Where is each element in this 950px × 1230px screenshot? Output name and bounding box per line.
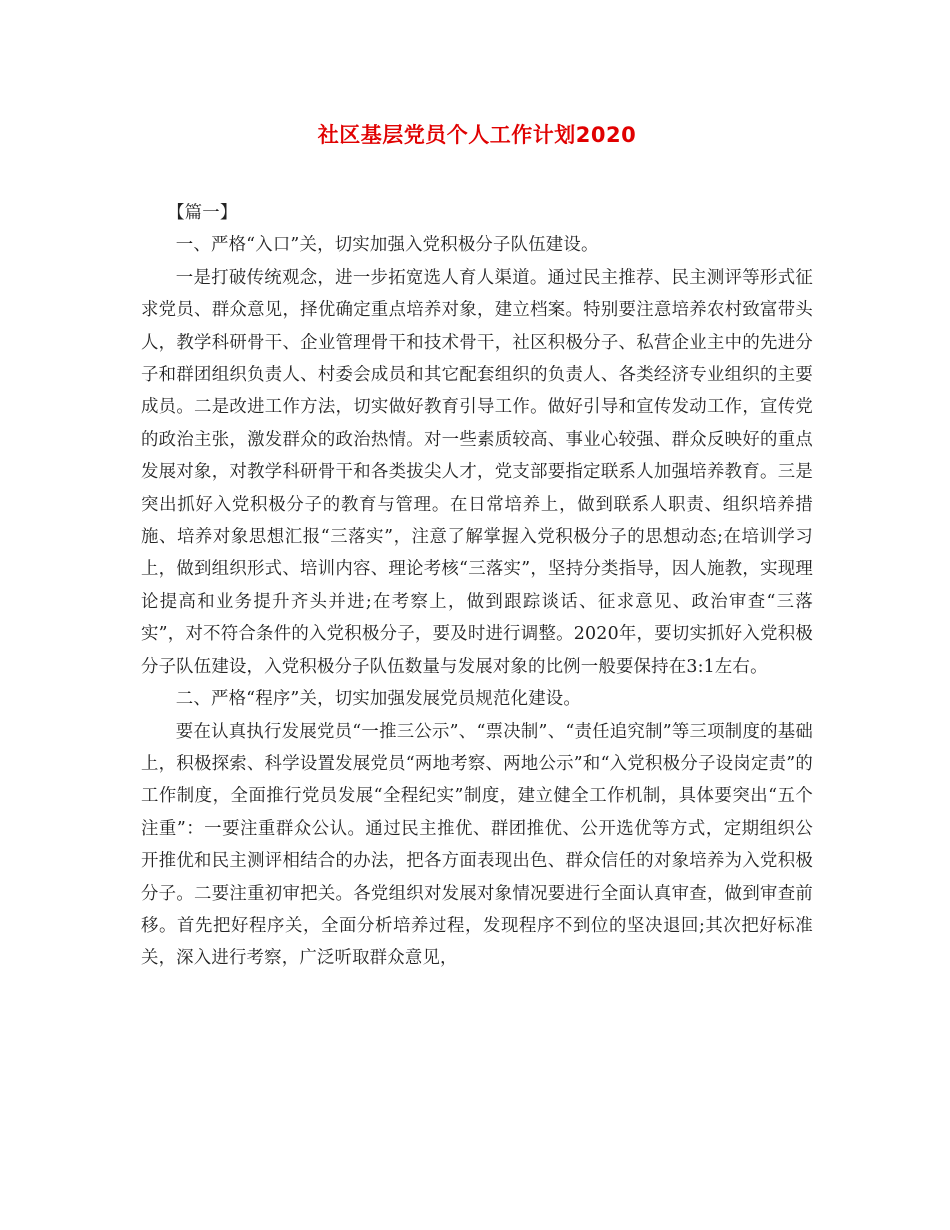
heading-2: 二、严格“程序”关，切实加强发展党员规范化建设。 (175, 689, 581, 710)
section-label: 【篇一】 (167, 203, 238, 223)
document-body (141, 197, 813, 975)
heading-1: 一、严格“入口”关，切实加强入党积极分子队伍建设。 (175, 235, 599, 256)
document-title: 社区基层党员个人工作计划2020 (317, 123, 637, 147)
paragraph-2: 要在认真执行发展党员“一推三公示”、“票决制”、“责任追究制”等三项制度的基础上，积极探索、科学设置发展党员“两地考察、两地公示”和“入党积极分子设岗定责”的工作制度，全面推行党员发展“全程纪实”制度，建立健全工作机制，具体要突出“五个注重”：一要注重群众公认。通过民主推优、群团推优、公开选优等方式，定期组织公开推优和民主测评相结合的办法，把各方面表现出色、群众信任的对象培养为入党积极分子。二要注重初审把关。各党组织对发展对象情况要进行全面认真审查，做到审查前移。首先把好程序关，全面分析培养过程，发现程序不到位的坚决退回;其次把好标准关，深入进行考察，广泛听取群众意见， (141, 721, 813, 969)
paragraph-1: 一是打破传统观念，进一步拓宽选人育人渠道。通过民主推荐、民主测评等形式征求党员、群众意见，择优确定重点培养对象，建立档案。特别要注意培养农村致富带头人，教学科研骨干、企业管理骨干和技术骨干，社区积极分子、私营企业主中的先进分子和群团组织负责人、村委会成员和其它配套组织的负责人、各类经济专业组织的主要成员。二是改进工作方法，切实做好教育引导工作。做好引导和宣传发动工作，宣传党的政治主张，激发群众的政治热情。对一些素质较高、事业心较强、群众反映好的重点发展对象，对教学科研骨干和各类拔尖人才，党支部要指定联系人加强培养教育。三是突出抓好入党积极分子的教育与管理。在日常培养上，做到联系人职责、组织培养措施、培养对象思想汇报“三落实”，注意了解掌握入党积极分子的思想动态;在培训学习上，做到组织形式、培训内容、理论考核“三落实”，坚持分类指导，因人施教，实现理论提高和业务提升齐头并进;在考察上，做到跟踪谈话、征求意见、政治审查“三落实”，对不符合条件的入党积极分子，要及时进行调整。2020年，要切实抓好入党积极分子队伍建设，入党积极分子队伍数量与发展对象的比例一般要保持在3:1左右。 (141, 267, 813, 677)
